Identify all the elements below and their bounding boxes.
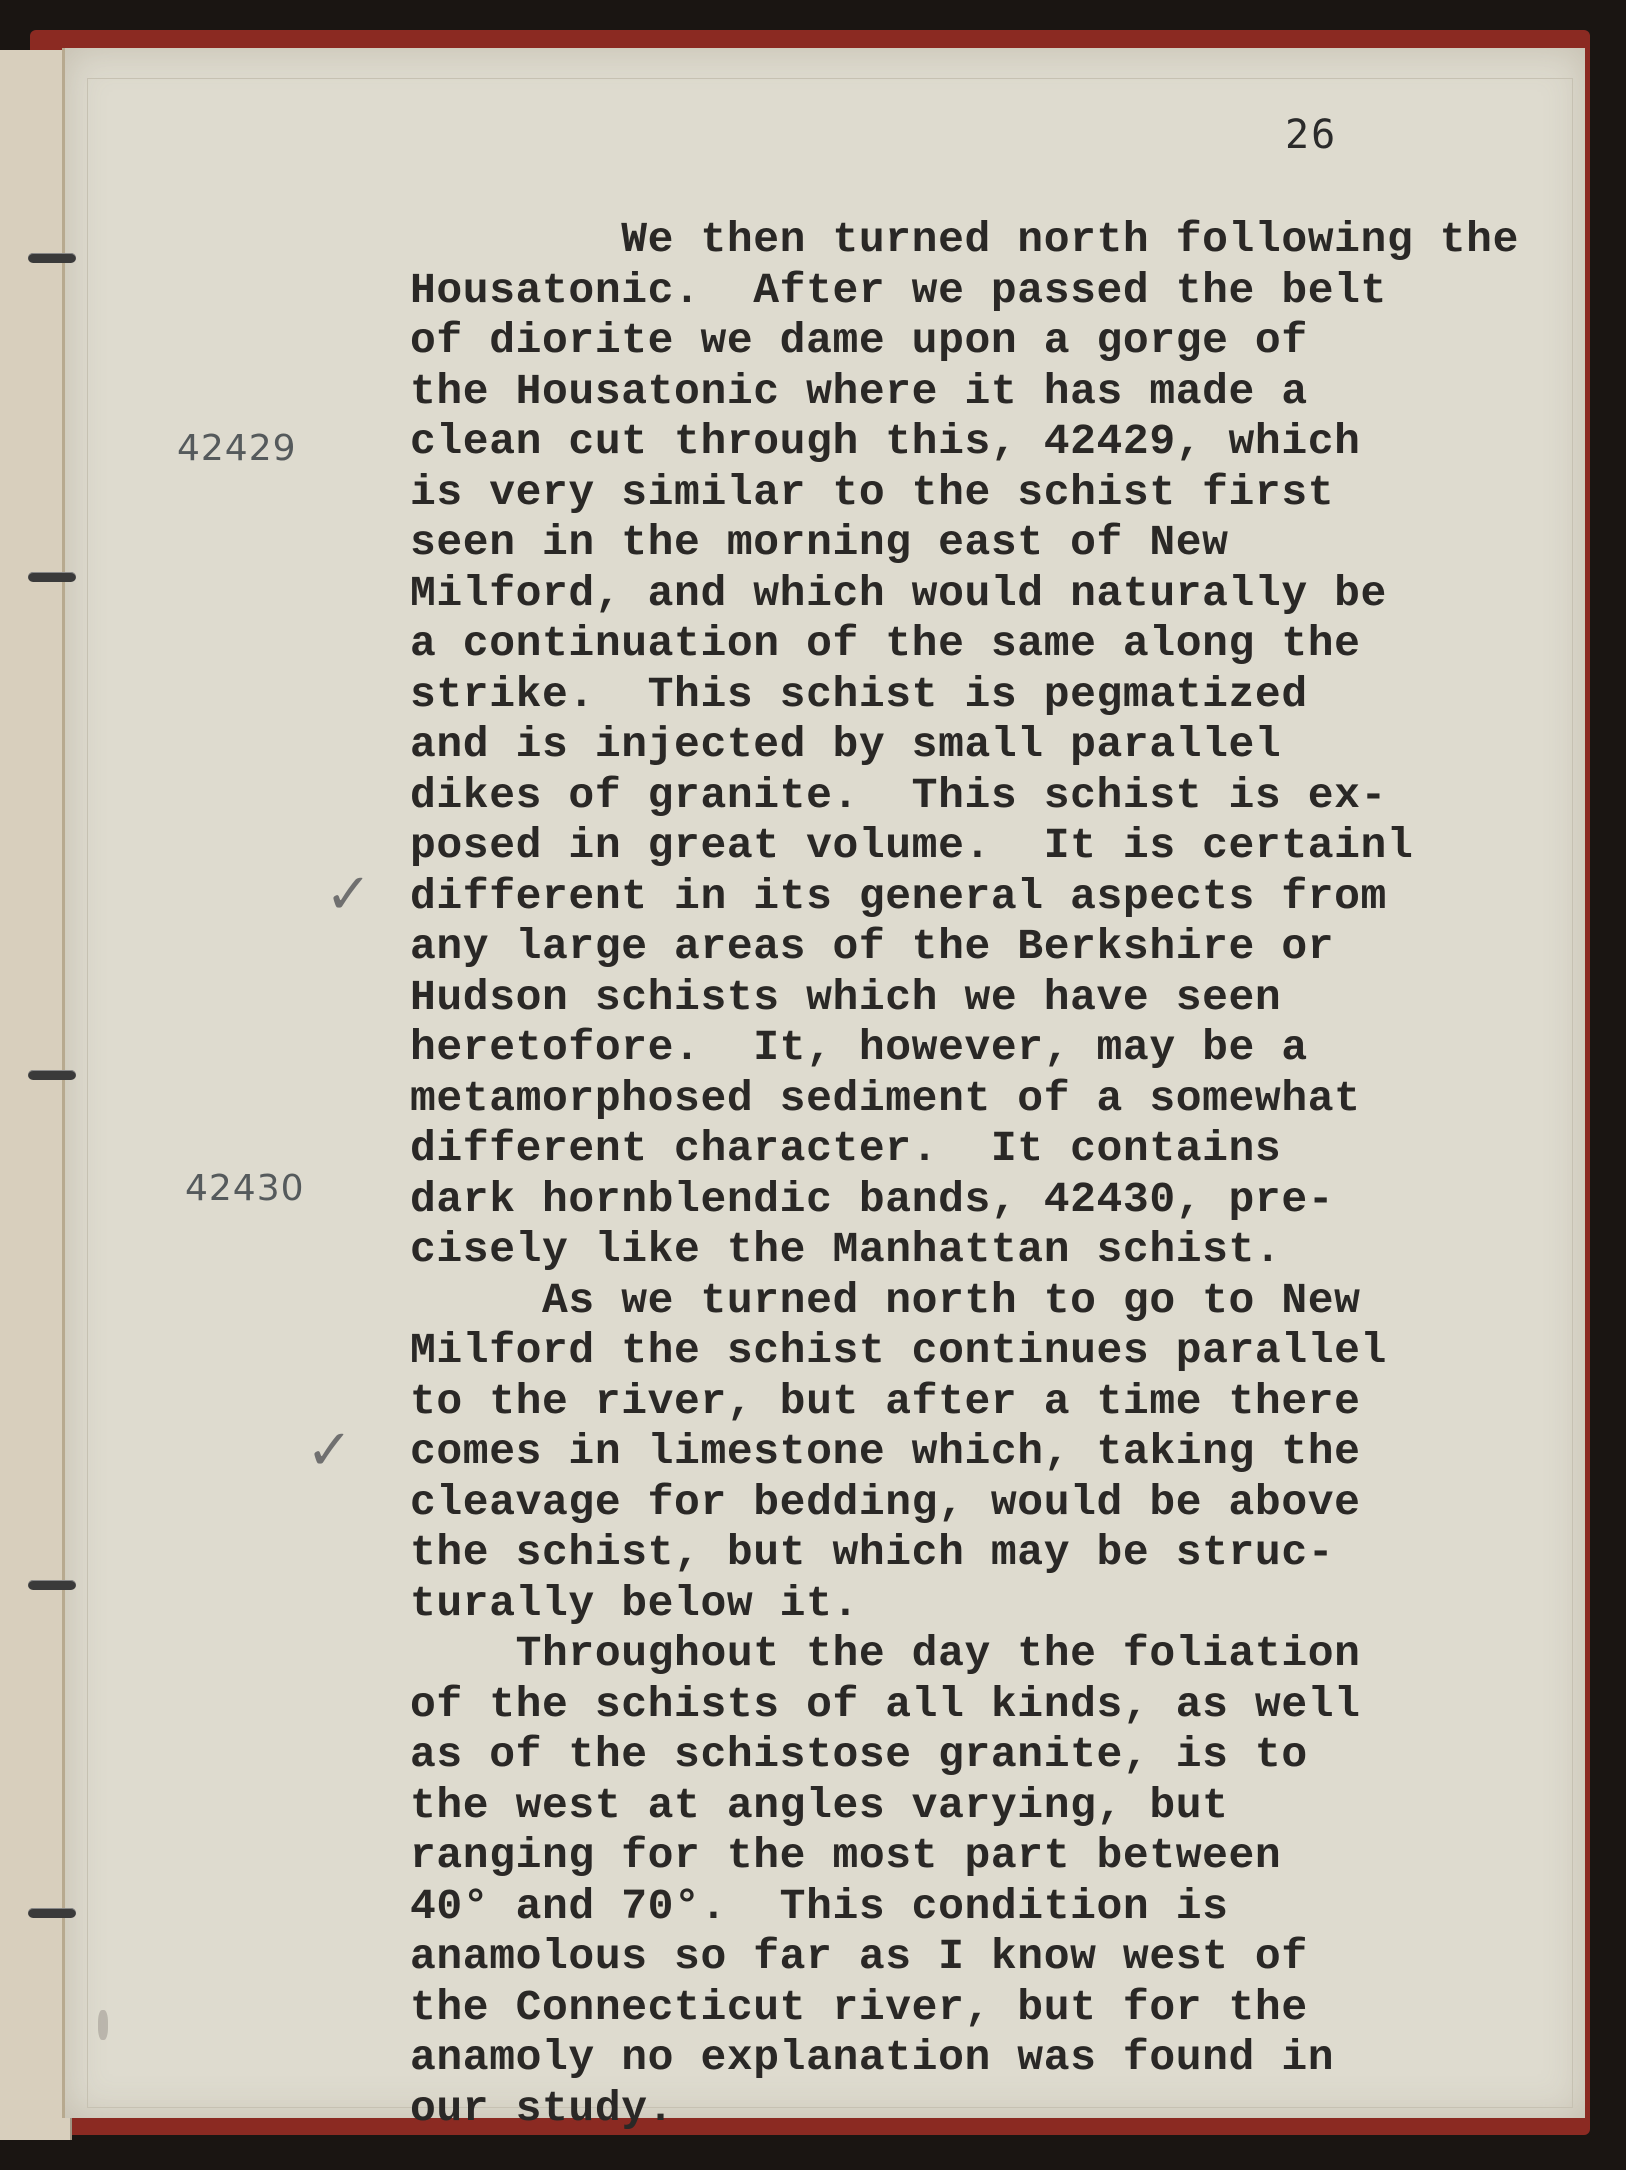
text-line: seen in the morning east of New	[410, 518, 1229, 567]
text-line: Milford, and which would naturally be	[410, 568, 1387, 618]
text-line: heretofore. It, however, may be a	[410, 1023, 1308, 1072]
text-line: any large areas of the Berkshire or	[410, 922, 1335, 971]
binder-ring	[28, 572, 76, 582]
text-line: different character. It contains	[410, 1124, 1282, 1173]
binder-ring	[28, 1580, 76, 1590]
pencil-smudge	[98, 2010, 108, 2040]
text-line: Hudson schists which we have seen	[410, 972, 1282, 1022]
check-mark-icon: ✓	[306, 1418, 353, 1483]
binder-ring	[28, 1070, 76, 1080]
text-line: the west at angles varying, but	[410, 1780, 1229, 1830]
text-line: clean cut through this, 42429, which	[410, 417, 1361, 466]
text-line: the schist, but which may be struc-	[410, 1528, 1335, 1577]
text-line: Housatonic. After we passed the belt	[410, 265, 1387, 315]
text-line: of the schists of all kinds, as well	[410, 1679, 1361, 1729]
text-line: different in its general aspects from	[410, 871, 1387, 921]
typed-body-text	[410, 215, 1560, 2133]
text-line: anamoly no explanation was found in	[410, 2033, 1335, 2082]
text-line: comes in limestone which, taking the	[410, 1427, 1361, 1476]
text-line: as of the schistose granite, is to	[410, 1730, 1308, 1779]
text-line: our study.	[410, 2083, 675, 2133]
specimen-number-margin: 42429	[177, 428, 297, 469]
text-line: turally below it.	[410, 1578, 859, 1628]
text-line: As we turned north to go to New	[410, 1275, 1361, 1325]
text-line: Throughout the day the foliation	[410, 1629, 1361, 1678]
text-line: a continuation of the same along the	[410, 619, 1361, 668]
page-number: 26	[1285, 112, 1338, 158]
text-line: metamorphosed sediment of a somewhat	[410, 1073, 1361, 1123]
text-line: of diorite we dame upon a gorge of	[410, 316, 1308, 365]
text-line: cleavage for bedding, would be above	[410, 1477, 1361, 1527]
text-line: 40° and 70°. This condition is	[410, 1881, 1229, 1931]
text-line: We then turned north following the	[410, 215, 1519, 264]
text-line: anamolous so far as I know west of	[410, 1932, 1308, 1981]
check-mark-icon: ✓	[325, 862, 372, 927]
text-line: dark hornblendic bands, 42430, pre-	[410, 1174, 1335, 1224]
text-line: and is injected by small parallel	[410, 720, 1282, 769]
text-line: the Connecticut river, but for the	[410, 1982, 1308, 2032]
binder-ring	[28, 1908, 76, 1918]
text-line: posed in great volume. It is certainl	[410, 821, 1414, 870]
binder-ring	[28, 253, 76, 263]
specimen-number-margin: 42430	[185, 1168, 305, 1209]
text-line: ranging for the most part between	[410, 1831, 1282, 1880]
text-line: Milford the schist continues parallel	[410, 1326, 1387, 1375]
text-line: is very similar to the schist first	[410, 467, 1335, 517]
text-line: to the river, but after a time there	[410, 1376, 1361, 1426]
text-line: strike. This schist is pegmatized	[410, 669, 1308, 719]
text-line: the Housatonic where it has made a	[410, 366, 1308, 416]
text-line: cisely like the Manhattan schist.	[410, 1225, 1282, 1274]
text-line: dikes of granite. This schist is ex-	[410, 770, 1387, 820]
